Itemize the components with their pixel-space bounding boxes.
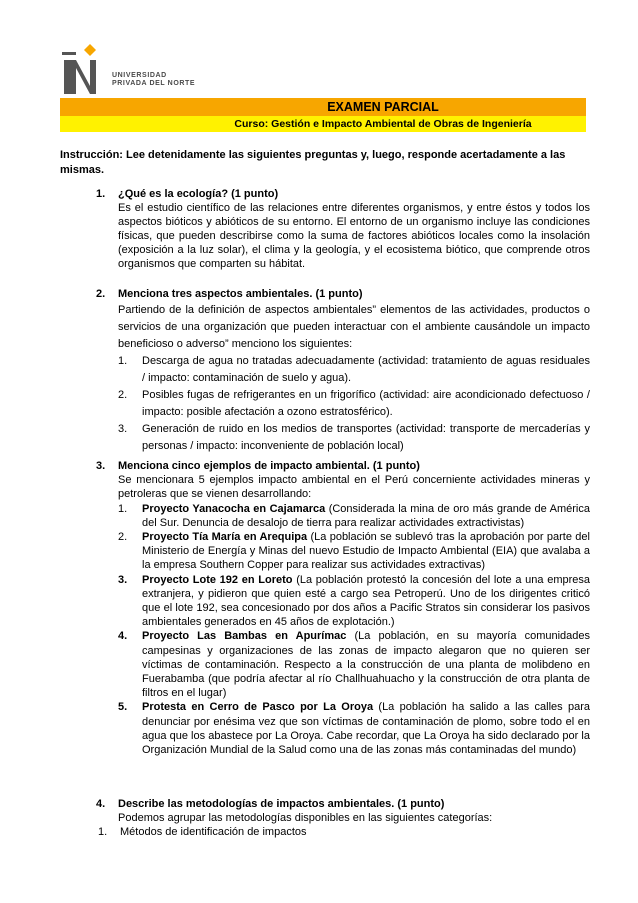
question-4 xyxy=(96,797,590,839)
question-2 xyxy=(96,287,590,455)
list-item: 3. Generación de ruido en los medios de transportes (actividad: transporte de mercaderías y personas / impacto: inconveniente de población local) xyxy=(118,423,590,452)
question-title: Menciona tres aspectos ambientales. (1 punto) xyxy=(118,288,363,300)
question-number: 4. xyxy=(96,798,106,810)
list-item: 2. Proyecto Tía María en Arequipa (La población se sublevó tras la aprobación por parte del Ministerio de Energía y Minas del nuevo Estudio de Impacto Ambiental (EIA) que avalaba a la empresa Southern Copper para realizar sus actividades extractivas) xyxy=(118,531,590,572)
question-title: Menciona cinco ejemplos de impacto ambiental. (1 punto) xyxy=(118,460,420,472)
logo-text: UNIVERSIDAD PRIVADA DEL NORTE xyxy=(112,72,196,87)
course-name: Curso: Gestión e Impacto Ambiental de Obras de Ingeniería xyxy=(234,118,532,130)
list-item: 1. Métodos de identificación de impactos xyxy=(98,826,307,838)
university-logo xyxy=(60,40,220,100)
exam-title: EXAMEN PARCIAL xyxy=(327,100,439,114)
list-item: 1. Proyecto Yanacocha en Cajamarca (Considerada la mina de oro más grande de América del Sur. Denuncia de desalojo de tierra para realizar actividades extractivistas) xyxy=(118,502,590,529)
question-number: 1. xyxy=(96,188,106,200)
list-item: 5. Protesta en Cerro de Pasco por La Oroya (La población ha salido a las calles para denunciar por enésima vez que son víctimas de contaminación de plomo, sobre todo el en agua que los abastece por La Oroya. Cabe recordar, que La Oroya ha sido declarado por la Organización Mundial de la Salud como una de las zonas más contaminadas del mundo) xyxy=(118,701,590,757)
question-number: 3. xyxy=(96,460,106,472)
upn-logo-icon xyxy=(60,42,106,98)
instruction-text: Instrucción: Lee detenidamente las siguientes preguntas y, luego, responde acertadamente a las mismas. xyxy=(60,149,566,176)
list-item: 3. Proyecto Lote 192 en Loreto (La población protestó la concesión del lote a una empresa extranjera, y pidieron que quien esté a cargo sea Petroperú. Uno de los dirigentes criticó que el lote 192, sea concesionado por dos años a Pacific Stratos sin considerar los pasivos ambientales generados en 45 años de explotación.) xyxy=(118,573,590,629)
answer-intro: Partiendo de la definición de aspectos ambientales” elementos de las actividades, productos o servicios de una organización que pueden interactuar con el ambiente causándole un impacto beneficioso o adverso” menciono los siguientes: xyxy=(118,304,590,350)
question-1 xyxy=(96,187,590,271)
list-item: 1. Descarga de agua no tratadas adecuadamente (actividad: tratamiento de aguas residuales / impacto: contaminación de suelo y agua). xyxy=(118,355,590,384)
question-title: ¿Qué es la ecología? (1 punto) xyxy=(118,188,279,200)
answer-text: Es el estudio científico de las relaciones entre diferentes organismos, y entre éstos y todos los aspectos bióticos y abióticos de su entorno. El entorno de un organismo incluye las condiciones físicas, que pueden describirse como la suma de factores abióticos locales como la insolación (exposición a la luz solar), el clima y la geología, y el ecosistema biótico, que comprende otros organismos que comparten su hábitat. xyxy=(118,202,590,270)
answer-intro: Se mencionara 5 ejemplos impacto ambiental en el Perú concerniente actividades mineras y petroleras que se vienen desarrollando: xyxy=(118,474,590,501)
list-item: 4. Proyecto Las Bambas en Apurímac (La población, en su mayoría comunidades campesinas y organizaciones de las zonas de impacto alegaron que no quieren ser víctimas de contaminación. Respecto a la construcción de una planta de molibdeno en Fuerabamba (que podría afectar al río Challhuahuacho y la construcción de otra planta de filtros en el lugar) xyxy=(118,630,591,700)
question-3 xyxy=(96,459,590,757)
answer-intro: Podemos agrupar las metodologías disponibles en las siguientes categorías: xyxy=(118,812,493,824)
course-band xyxy=(60,116,586,132)
list-item: 2. Posibles fugas de refrigerantes en un frigorífico (actividad: aire acondicionado defectuoso / impacto: posible afectación a ozono estratosférico). xyxy=(118,389,590,418)
question-title: Describe las metodologías de impactos ambientales. (1 punto) xyxy=(118,798,445,810)
question-number: 2. xyxy=(96,288,106,300)
exam-title-band xyxy=(60,98,586,116)
